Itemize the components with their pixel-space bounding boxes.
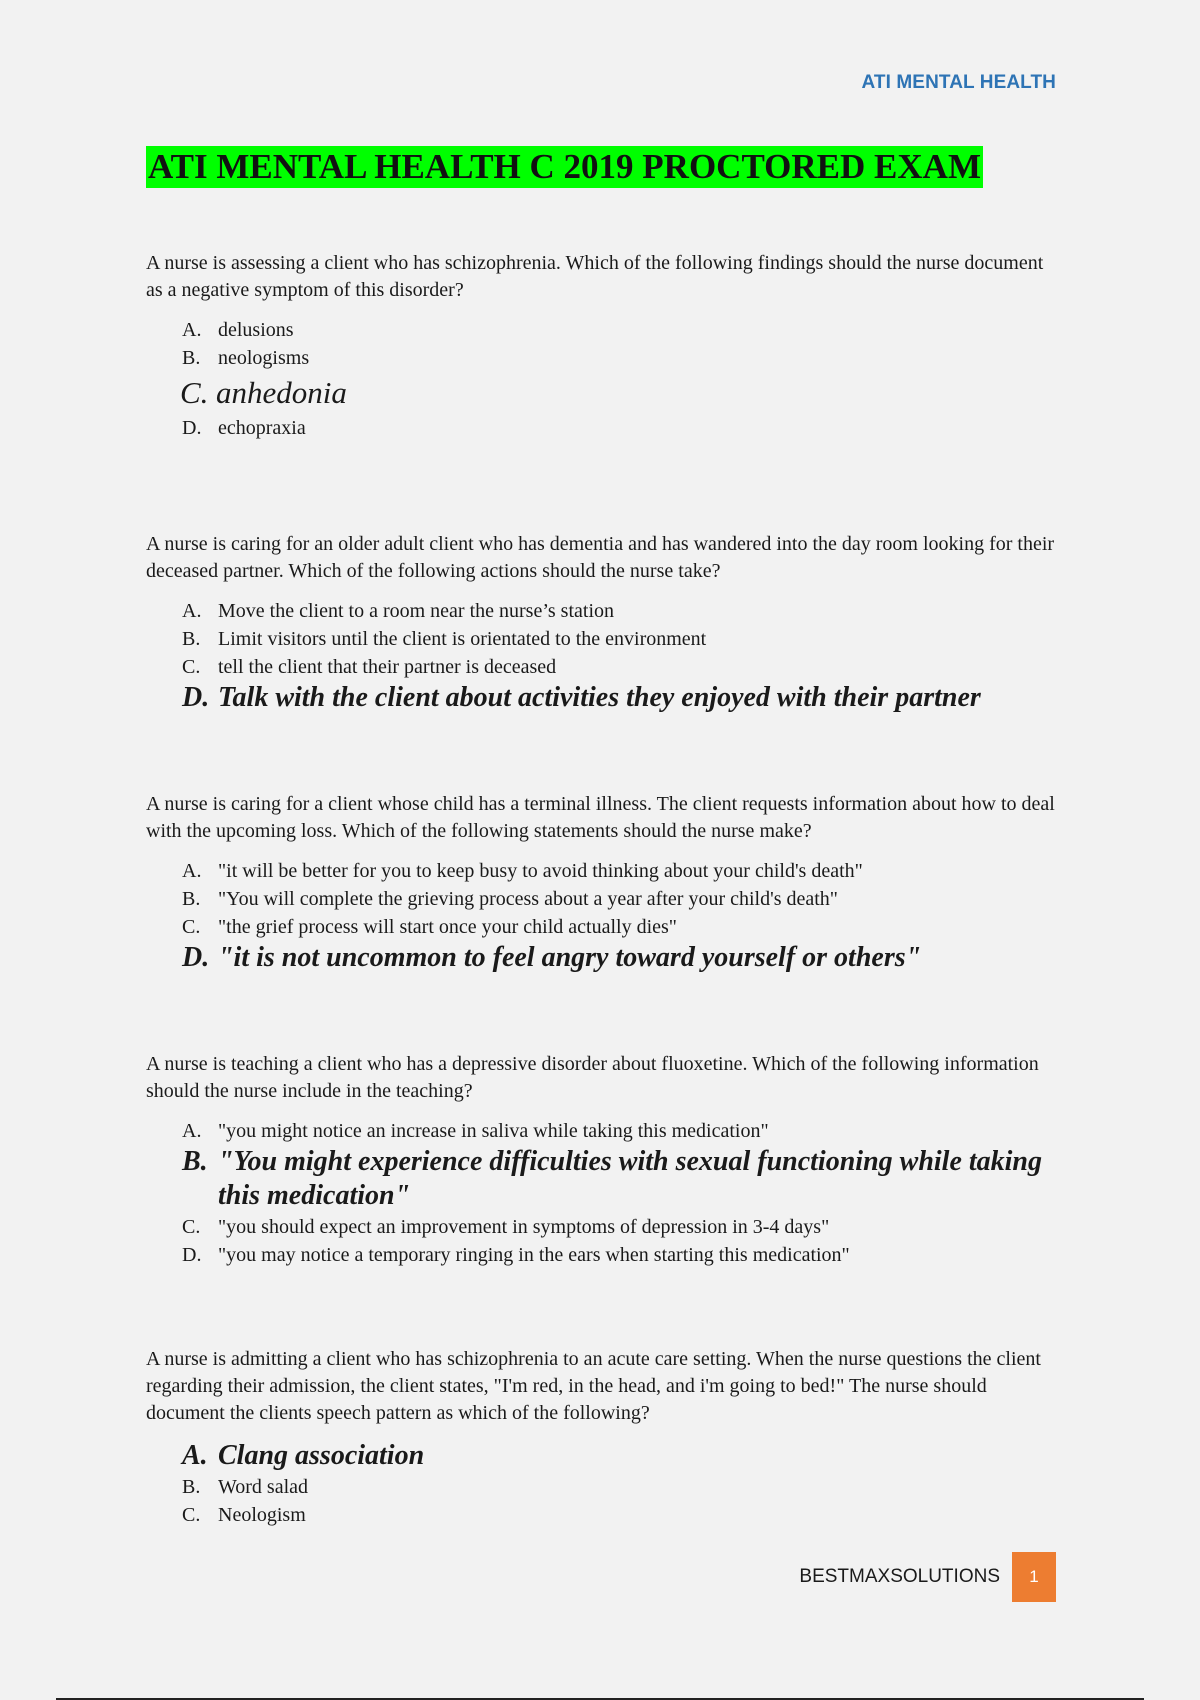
question-5 xyxy=(146,1346,1058,1529)
option-text: Talk with the client about activities they enjoyed with their partner xyxy=(218,682,981,713)
option-letter: D. xyxy=(182,682,210,713)
option-text: "the grief process will start once your child actually dies" xyxy=(218,916,677,938)
option-text: "You might experience difficulties with sexual functioning while taking this medication" xyxy=(218,1146,1043,1211)
option-d-correct xyxy=(182,681,1058,715)
page-number-badge: 1 xyxy=(1012,1552,1056,1602)
option-letter: B. xyxy=(182,1146,208,1177)
question-stem: A nurse is assessing a client who has schizophrenia. Which of the following findings should the nurse document as a negative symptom of this disorder? xyxy=(146,252,1044,301)
option-list xyxy=(182,316,1058,442)
option-b xyxy=(182,1473,1058,1501)
option-text: "You will complete the grieving process about a year after your child's death" xyxy=(218,888,838,910)
option-letter: C. xyxy=(182,1504,201,1526)
option-b-correct xyxy=(182,1145,1058,1213)
question-2 xyxy=(146,531,1058,715)
option-c xyxy=(182,653,1058,681)
page-footer xyxy=(799,1552,1056,1602)
option-text: Word salad xyxy=(218,1476,309,1498)
question-stem: A nurse is caring for a client whose child has a terminal illness. The client requests information about how to deal with the upcoming loss. Which of the following statements should the nurse make? xyxy=(146,793,1055,842)
option-letter: C. xyxy=(180,375,209,410)
option-c-correct xyxy=(180,374,1058,412)
option-c xyxy=(182,1501,1058,1529)
option-a xyxy=(182,1117,1058,1145)
option-a xyxy=(182,597,1058,625)
option-text: "it is not uncommon to feel angry toward yourself or others" xyxy=(218,942,922,973)
option-a-correct xyxy=(182,1439,1058,1473)
option-text: "it will be better for you to keep busy to avoid thinking about your child's death" xyxy=(218,860,863,882)
option-c xyxy=(182,1213,1058,1241)
option-letter: D. xyxy=(182,417,202,439)
question-stem: A nurse is caring for an older adult client who has dementia and has wandered into the day room looking for their deceased partner. Which of the following actions should the nurse take? xyxy=(146,533,1055,582)
question-stem: A nurse is admitting a client who has schizophrenia to an acute care setting. When the nurse questions the client regarding their admission, the client states, "I'm red, in the head, and i'm going to bed!" The nurse should document the clients speech pattern as which of the following? xyxy=(146,1348,1041,1424)
option-a xyxy=(182,857,1058,885)
option-b xyxy=(182,885,1058,913)
option-letter: C. xyxy=(182,1216,201,1238)
option-text: "you should expect an improvement in symptoms of depression in 3-4 days" xyxy=(218,1216,830,1238)
option-d xyxy=(182,414,1058,442)
option-list xyxy=(182,857,1058,975)
option-letter: C. xyxy=(182,916,201,938)
option-letter: D. xyxy=(182,1244,202,1266)
option-list xyxy=(182,1117,1058,1269)
option-text: Move the client to a room near the nurse’s station xyxy=(218,600,615,622)
option-letter: B. xyxy=(182,628,201,650)
option-letter: A. xyxy=(182,860,202,882)
option-text: "you might notice an increase in saliva while taking this medication" xyxy=(218,1120,769,1142)
option-text: anhedonia xyxy=(216,375,347,410)
option-letter: D. xyxy=(182,942,210,973)
option-list xyxy=(182,597,1058,715)
option-text: neologisms xyxy=(218,347,310,369)
question-4 xyxy=(146,1051,1058,1269)
option-text: tell the client that their partner is deceased xyxy=(218,656,557,678)
option-letter: A. xyxy=(182,319,202,341)
question-1 xyxy=(146,250,1058,442)
option-b xyxy=(182,625,1058,653)
option-a xyxy=(182,316,1058,344)
option-text: echopraxia xyxy=(218,417,306,439)
option-letter: A. xyxy=(182,1120,202,1142)
option-list xyxy=(182,1439,1058,1529)
option-letter: B. xyxy=(182,888,201,910)
option-b xyxy=(182,344,1058,372)
option-text: "you may notice a temporary ringing in the ears when starting this medication" xyxy=(218,1244,850,1266)
exam-title: ATI MENTAL HEALTH C 2019 PROCTORED EXAM xyxy=(148,147,981,186)
option-letter: B. xyxy=(182,347,201,369)
option-letter: A. xyxy=(182,600,202,622)
option-d-correct xyxy=(182,941,1058,975)
footer-brand: BESTMAXSOLUTIONS xyxy=(799,1566,1000,1587)
option-text: Clang association xyxy=(218,1440,425,1471)
option-text: Neologism xyxy=(218,1504,306,1526)
option-letter: B. xyxy=(182,1476,201,1498)
option-d xyxy=(182,1241,1058,1269)
option-c xyxy=(182,913,1058,941)
option-text: Limit visitors until the client is orientated to the environment xyxy=(218,628,707,650)
option-letter: C. xyxy=(182,656,201,678)
option-text: delusions xyxy=(218,319,294,341)
question-3 xyxy=(146,791,1058,975)
option-letter: A. xyxy=(182,1440,208,1471)
page-header-label: ATI MENTAL HEALTH xyxy=(861,72,1056,93)
question-stem: A nurse is teaching a client who has a depressive disorder about fluoxetine. Which of the following information should the nurse include in the teaching? xyxy=(146,1053,1039,1102)
